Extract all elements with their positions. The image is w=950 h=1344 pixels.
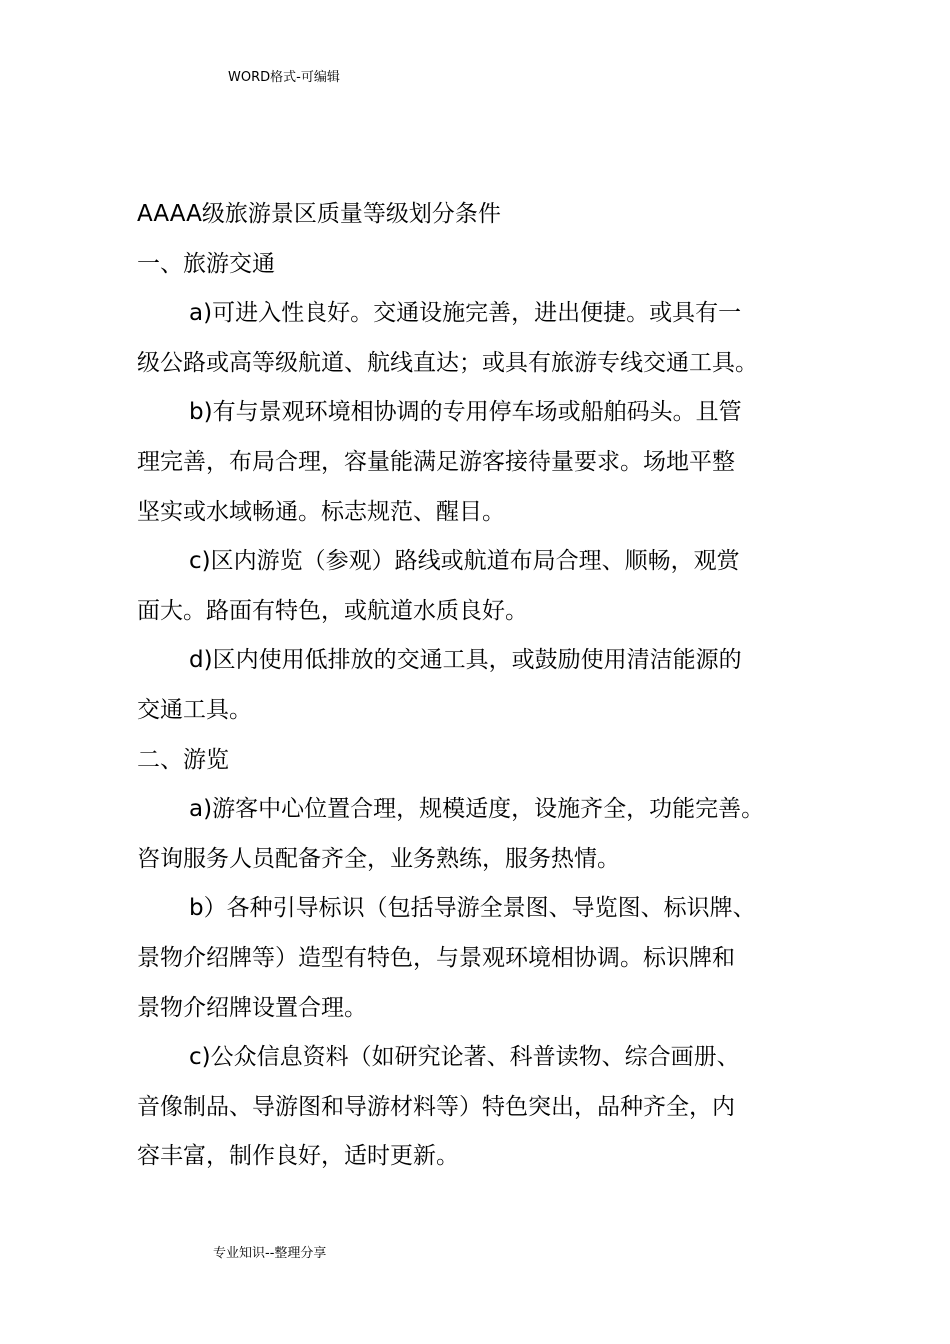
document-body <box>137 190 837 1182</box>
paragraph-line: a)游客中心位置合理，规模适度，设施齐全，功能完善。 <box>189 796 765 823</box>
section-heading: 二、游览 <box>137 746 229 773</box>
paragraph-line: a)可进入性良好。交通设施完善，进出便捷。或具有一 <box>189 300 742 327</box>
paragraph-line: c)区内游览（参观）路线或航道布局合理、顺畅，观赏 <box>189 548 740 575</box>
paragraph-line: 面大。路面有特色，或航道水质良好。 <box>137 597 528 624</box>
paragraph-line: c)公众信息资料（如研究论著、科普读物、综合画册、 <box>189 1044 740 1071</box>
paragraph-line: 交通工具。 <box>137 696 252 723</box>
section-heading: 一、旅游交通 <box>137 250 275 277</box>
paragraph-line: b)有与景观环境相协调的专用停车场或船舶码头。且管 <box>189 399 742 426</box>
paragraph-line: 坚实或水域畅通。标志规范、醒目。 <box>137 498 505 525</box>
page-header: WORD格式-可编辑 <box>228 70 340 85</box>
paragraph-line: 音像制品、导游图和导游材料等）特色突出，品种齐全，内 <box>137 1093 735 1120</box>
paragraph-line: 景物介绍牌等）造型有特色，与景观环境相协调。标识牌和 <box>137 944 735 971</box>
paragraph-line: 容丰富，制作良好，适时更新。 <box>137 1143 459 1170</box>
paragraph-line: d)区内使用低排放的交通工具，或鼓励使用清洁能源的 <box>189 647 742 674</box>
paragraph-line: 理完善，布局合理，容量能满足游客接待量要求。场地平整 <box>137 448 735 475</box>
paragraph-line: 景物介绍牌设置合理。 <box>137 994 367 1021</box>
paragraph-line: b）各种引导标识（包括导游全景图、导览图、标识牌、 <box>189 895 756 922</box>
paragraph-line: 级公路或高等级航道、航线直达；或具有旅游专线交通工具。 <box>137 349 758 376</box>
paragraph-line: 咨询服务人员配备齐全，业务熟练，服务热情。 <box>137 845 620 872</box>
document-title: AAAA级旅游景区质量等级划分条件 <box>137 201 501 227</box>
page-footer: 专业知识--整理分享 <box>213 1246 327 1261</box>
